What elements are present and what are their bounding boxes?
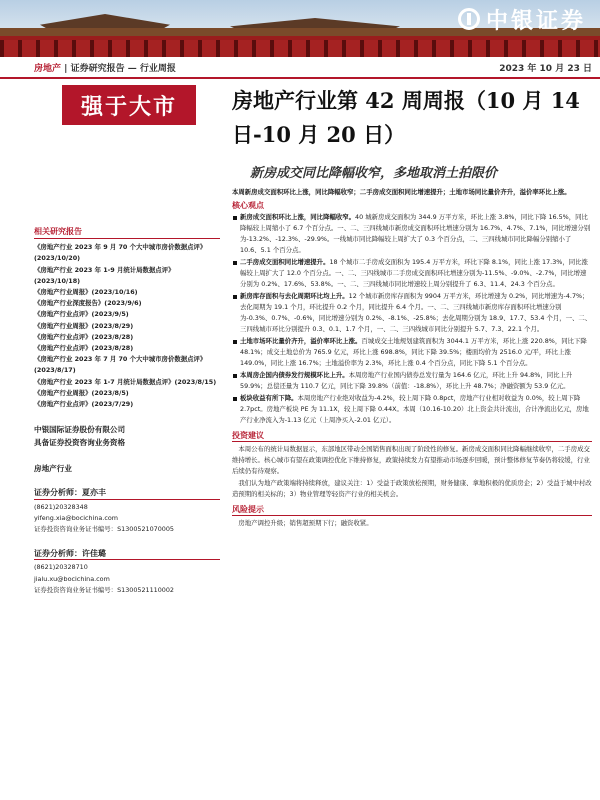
related-report-item[interactable]: 《房地产行业 2023 年 1-9 月统计局数据点评》(2023/10/18) bbox=[34, 265, 175, 285]
core-point: 土地市场环比量价齐升，溢价率环比上涨。百城成交土地规划建筑面积为 3044.1 万平方米，环比上涨 220.8%，同比下降 48.1%；成交土地总价为 765.9 亿元，环比上涨 698.8%，同比下降 39.5%；楼面均价为 2516.0 元/平，环比上涨 149.0%，同比上涨 16.7%；土地溢价率为 2.3%，环比上涨 0.4 个百分点，同比下降 5.1 个百分点。 bbox=[232, 336, 592, 369]
risk-heading: 风险提示 bbox=[232, 504, 592, 516]
page-title: 房地产行业第 42 周周报（10 月 14 日-10 月 20 日） bbox=[232, 88, 580, 147]
related-report-item[interactable]: 《房地产行业点评》(2023/8/28) bbox=[34, 332, 134, 341]
analyst-2: 证券分析师：许佳璐 (8621)20328710 jialu.xu@bocichina.com 证券投资咨询业务证书编号：S1300521110002 bbox=[34, 548, 220, 596]
related-reports-heading: 相关研究报告 bbox=[34, 226, 220, 239]
sidebar bbox=[34, 226, 220, 596]
related-reports-list bbox=[34, 242, 220, 410]
related-report-item[interactable]: 《房地产行业点评》(2023/8/28) bbox=[34, 344, 134, 353]
core-point: 二手房成交面积同比增速提升。18 个城市二手房成交面积为 195.4 万平方米，环比下降 8.1%，同比上涨 17.3%，同比涨幅较上周扩大了 12.0 个百分点。一、二、三四线城市二手房成交面积环比增速分别为-11.5%、-9.0%、-2.7%，同比增速分别为 0.2%、17.6%、53.8%。一、二、三四线城市同比增速较上周分别提升了 6.3、11.4、24.3 个百分点。 bbox=[232, 257, 592, 290]
page-subtitle: 新房成交同比降幅收窄，多地取消土拍限价 bbox=[250, 166, 498, 181]
boc-logo-icon bbox=[458, 8, 480, 30]
core-point: 板块收益有所下降。本周房地产行业绝对收益为-4.2%，较上周下降 0.8pct，房地产行业相对收益为 0.0%，较上周下降 2.7pct。房地产板块 PE 为 11.1X，较上周下降 0.44X。本周（10.16-10.20）北上资金共计流出，合计净流出亿元，房地产行业净流入为-1.13 亿元（上周净买入-2.01 亿元）。 bbox=[232, 393, 592, 426]
analyst-1: 证券分析师：夏亦丰 (8621)20328348 yifeng.xia@bocichina.com 证券投资咨询业务证书编号：S1300521070005 bbox=[34, 487, 220, 535]
related-report-item[interactable]: 《房地产行业 2023 年 9 月 70 个大中城市房价数据点评》(2023/10/20) bbox=[34, 243, 207, 263]
brand-logo bbox=[458, 6, 586, 32]
core-points-list bbox=[232, 212, 592, 426]
core-views-heading: 核心观点 bbox=[232, 201, 264, 210]
investment-advice bbox=[232, 444, 592, 500]
related-report-item[interactable]: 《房地产行业周报》(2023/8/29) bbox=[34, 321, 134, 330]
related-report-item[interactable]: 《房地产行业周报》(2023/8/5) bbox=[34, 388, 129, 397]
report-category: 房地产 | 证券研究报告 — 行业周报 bbox=[34, 63, 176, 74]
related-report-item[interactable]: 《房地产行业 2023 年 7 月 70 个大中城市房价数据点评》(2023/8/17) bbox=[34, 355, 207, 375]
related-report-item[interactable]: 《房地产行业 2023 年 1-7 月统计局数据点评》(2023/8/15) bbox=[34, 377, 217, 386]
related-report-item[interactable]: 《房地产行业点评》(2023/9/5) bbox=[34, 310, 129, 319]
related-report-item[interactable]: 《房地产行业深度报告》(2023/9/6) bbox=[34, 299, 142, 308]
risk-text: 房地产调控升级；销售超预期下行；融资收紧。 bbox=[238, 519, 373, 527]
related-report-item[interactable]: 《房地产行业周报》(2023/10/16) bbox=[34, 288, 138, 297]
rating-badge: 强于大市 bbox=[62, 85, 196, 125]
report-meta-bar bbox=[0, 57, 600, 79]
core-point: 本周房企国内债券发行规模环比上升。本周房地产行业国内债券总发行量为 164.6 亿元，环比上升 94.8%，同比上升 59.9%；总偿还量为 110.7 亿元，同比下降 39.8%（前值：-18.8%），环比上升 48.7%；净融资额为 53.9 亿元。 bbox=[232, 370, 592, 392]
core-point: 新房成交面积环比上涨，同比降幅收窄。40 城新房成交面积为 344.9 万平方米，环比上涨 3.8%，同比下降 16.5%，同比降幅较上周缩小了 6.7 个百分点。一、二、三四线城市新房成交面积环比增速分别为 16.7%、4.7%、7.1%，同比增速分别为-13.2%、-12.3%、-29.9%。一线城市同比降幅较上周扩大了 0.3 个百分点，二、三四线城市同比降幅分别缩小了 10.6、5.1 个百分点。 bbox=[232, 212, 592, 256]
report-date: 2023 年 10 月 23 日 bbox=[499, 63, 592, 74]
lead-summary: 本周新房成交面积环比上涨，同比降幅收窄；二手房成交面积同比增速提升；土地市场同比量价齐升，溢价率环比上涨。 bbox=[232, 188, 571, 196]
investment-paragraph: 我们认为地产政策端将持续释放，建议关注：1）受益于政策放松预期，财务健康、拿地积极的优质房企；2）受益于城中村改造预期的相关标的；3）物业管理等轻资产行业的相关机会。 bbox=[232, 479, 592, 498]
header-banner bbox=[0, 0, 600, 57]
core-point: 新房库存面积与去化周期环比均上升。12 个城市新房库存面积为 9904 万平方米，环比增速为 0.2%，同比增速为-4.7%；去化周期为 19.1 个月，环比提升 0.2 个月，同比提升 6.4 个月。一、二、三四线城市新房库存面积环比增速分别为-0.3%、0.7%、-0.6%，同比增速分别为 0.2%、-8.1%、-25.8%；去化周期分别为 18.9、17.7、53.4 个月，一、二、三四线城市环比分别提升 0.3、0.1、1.7 个月，一、二、三四线城市同比分别提升 5.7、7.3、22.1 个月。 bbox=[232, 291, 592, 335]
investment-advice-heading: 投资建议 bbox=[232, 430, 592, 442]
related-report-item[interactable]: 《房地产行业点评》(2023/7/29) bbox=[34, 400, 134, 409]
investment-paragraph: 本周公布的统计局数据显示，东部地区带动全国销售面积出现了阶段性的修复。新房成交面积同比降幅继续收窄，二手房成交维持增长。核心城市有望在政策调控优化下维持修复，政策持续发力有望推动市场逐步回暖，预计整体修复节奏仍将较缓，行业后续仍有待观察。 bbox=[232, 445, 590, 475]
main-content bbox=[232, 187, 592, 530]
brand-name: 中银证券 bbox=[485, 7, 586, 34]
industry-label: 房地产行业 bbox=[34, 464, 72, 474]
company-info: 中银国际证券股份有限公司 具备证券投资咨询业务资格 bbox=[34, 425, 126, 448]
